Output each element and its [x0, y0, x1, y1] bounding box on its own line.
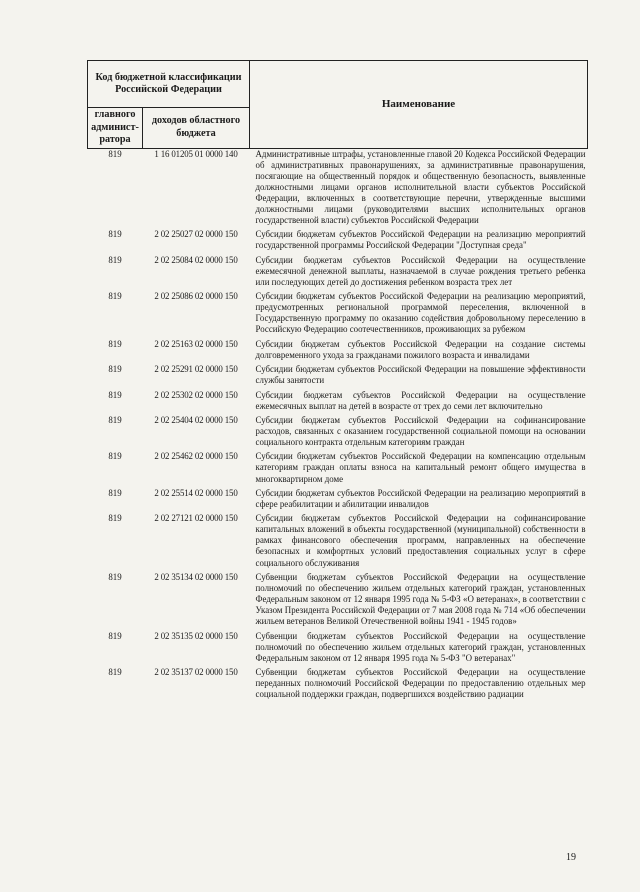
revenue-code-cell: 2 02 25163 02 0000 150: [154, 338, 238, 349]
revenue-header: доходов областного бюджета: [143, 108, 250, 149]
table-row: [88, 415, 588, 451]
revenue-code-cell: 2 02 25302 02 0000 150: [154, 389, 238, 400]
revenue-code-cell: 2 02 25027 02 0000 150: [154, 229, 238, 240]
revenue-code-cell: 2 02 25514 02 0000 150: [154, 487, 238, 498]
table-row: [88, 513, 588, 572]
name-cell: Субвенции бюджетам субъектов Российской Федерации на осуществление переданных полномочий Российской Федерации по предоставлению отдельных мер социальной поддержки граждан, подвергшихся воздействию радиации: [255, 666, 586, 700]
admin-code-cell: 819: [108, 389, 122, 400]
revenue-code-cell: 2 02 35134 02 0000 150: [154, 571, 238, 582]
admin-code-cell: 819: [108, 571, 122, 582]
table-row: [88, 255, 588, 291]
admin-code-cell: 819: [108, 338, 122, 349]
name-cell: Субсидии бюджетам субъектов Российской Федерации на осуществление ежемесячных выплат на детей в возрасте от трех до семи лет включительно: [255, 389, 586, 411]
admin-code-cell: 819: [108, 364, 122, 375]
table-row: [88, 667, 588, 703]
name-cell: Субсидии бюджетам субъектов Российской Федерации на реализацию мероприятий государственной программы Российской Федерации "Доступная среда": [255, 229, 586, 251]
admin-code-cell: 819: [108, 487, 122, 498]
name-header: Наименование: [250, 61, 588, 149]
page-number: 19: [566, 852, 576, 863]
name-cell: Субсидии бюджетам субъектов Российской Федерации на реализацию мероприятий в сфере реабилитации и абилитации инвалидов: [255, 487, 586, 509]
admin-code-cell: 819: [108, 254, 122, 265]
table-row: [88, 572, 588, 631]
name-cell: Субсидии бюджетам субъектов Российской Федерации на софинансирование расходов, связанных с оказанием государственной социальной помощи на основании социального контракта отдельным категориям граждан: [255, 414, 586, 448]
admin-code-cell: 819: [108, 513, 122, 524]
admin-code-cell: 819: [108, 414, 122, 425]
table-row: [88, 631, 588, 667]
budget-classification-table: [87, 60, 588, 703]
revenue-code-cell: 2 02 25404 02 0000 150: [154, 414, 238, 425]
admin-code-cell: 819: [108, 630, 122, 641]
revenue-code-cell: 2 02 25462 02 0000 150: [154, 451, 238, 462]
budget-code-header: Код бюджетной классификации Российской Федерации: [88, 61, 250, 108]
revenue-code-cell: 2 02 27121 02 0000 150: [154, 513, 238, 524]
table-row: [88, 488, 588, 513]
table-row: [88, 451, 588, 487]
table-row: [88, 339, 588, 364]
table-row: [88, 229, 588, 254]
name-cell: Административные штрафы, установленные главой 20 Кодекса Российской Федерации об административных правонарушениях, за административные правонарушения, посягающие на общественный порядок и общественную безопасность, выявленные должностными лицами органов исполнительной власти субъектов Российской Федерации, включенных в соответствующие перечни, утвержденные высшими должностными лицами (руководителями высших исполнительных органов государственной власти) субъектов Российской Федерации: [255, 148, 586, 226]
name-cell: Субсидии бюджетам субъектов Российской Федерации на осуществление ежемесячной денежной выплаты, назначаемой в случае рождения третьего ребенка или последующих детей до достижения ребенком возраста трех лет: [255, 254, 586, 287]
name-cell: Субсидии бюджетам субъектов Российской Федерации на реализацию мероприятий, предусмотренных региональной программой переселения, включенной в Государственную программу по оказанию содействия добровольному переселению в Российскую Федерацию соотечественников, проживающих за рубежом: [255, 291, 586, 335]
main-admin-header: главного админист-ратора: [88, 108, 143, 149]
table-row: [88, 148, 588, 229]
name-cell: Субвенции бюджетам субъектов Российской Федерации на осуществление полномочий по обеспечению жильем отдельных категорий граждан, установленных Федеральным законом от 12 января 1995 года № 5-ФЗ "О ветеранах": [255, 630, 586, 663]
admin-code-cell: 819: [108, 148, 122, 159]
admin-code-cell: 819: [108, 291, 122, 302]
revenue-code-cell: 1 16 01205 01 0000 140: [154, 148, 238, 159]
revenue-code-cell: 2 02 25084 02 0000 150: [154, 254, 238, 265]
name-cell: Субвенции бюджетам субъектов Российской Федерации на осуществление полномочий по обеспечению жильем отдельных категорий граждан, установленных Федеральным законом от 12 января 1995 года № 5-ФЗ «О ветеранах», в соответствии с Указом Президента Российской Федерации от 7 мая 2008 года № 714 «Об обеспечении жильем ветеранов Великой Отечественной войны 1941 - 1945 годов»: [255, 571, 586, 627]
admin-code-cell: 819: [108, 666, 122, 677]
table-row: [88, 364, 588, 389]
revenue-code-cell: 2 02 25291 02 0000 150: [154, 364, 238, 375]
table-row: [88, 390, 588, 415]
revenue-code-cell: 2 02 35135 02 0000 150: [154, 630, 238, 641]
name-cell: Субсидии бюджетам субъектов Российской Федерации на создание системы долговременного ухода за гражданами пожилого возраста и инвалидами: [255, 338, 586, 360]
revenue-code-cell: 2 02 25086 02 0000 150: [154, 291, 238, 302]
revenue-code-cell: 2 02 35137 02 0000 150: [154, 666, 238, 677]
name-cell: Субсидии бюджетам субъектов Российской Федерации на компенсацию отдельным категориям граждан оплаты взноса на капитальный ремонт общего имущества в многоквартирном доме: [255, 451, 586, 484]
name-cell: Субсидии бюджетам субъектов Российской Федерации на софинансирование капитальных вложений в объекты государственной (муниципальной) собственности в рамках финансового обеспечения программ, направленных на обеспечение безопасных и комфортных условий предоставления социальных услуг в сфере социального обслуживания: [255, 513, 586, 568]
admin-code-cell: 819: [108, 451, 122, 462]
name-cell: Субсидии бюджетам субъектов Российской Федерации на повышение эффективности службы занятости: [255, 364, 586, 386]
admin-code-cell: 819: [108, 229, 122, 240]
table-row: [88, 291, 588, 339]
